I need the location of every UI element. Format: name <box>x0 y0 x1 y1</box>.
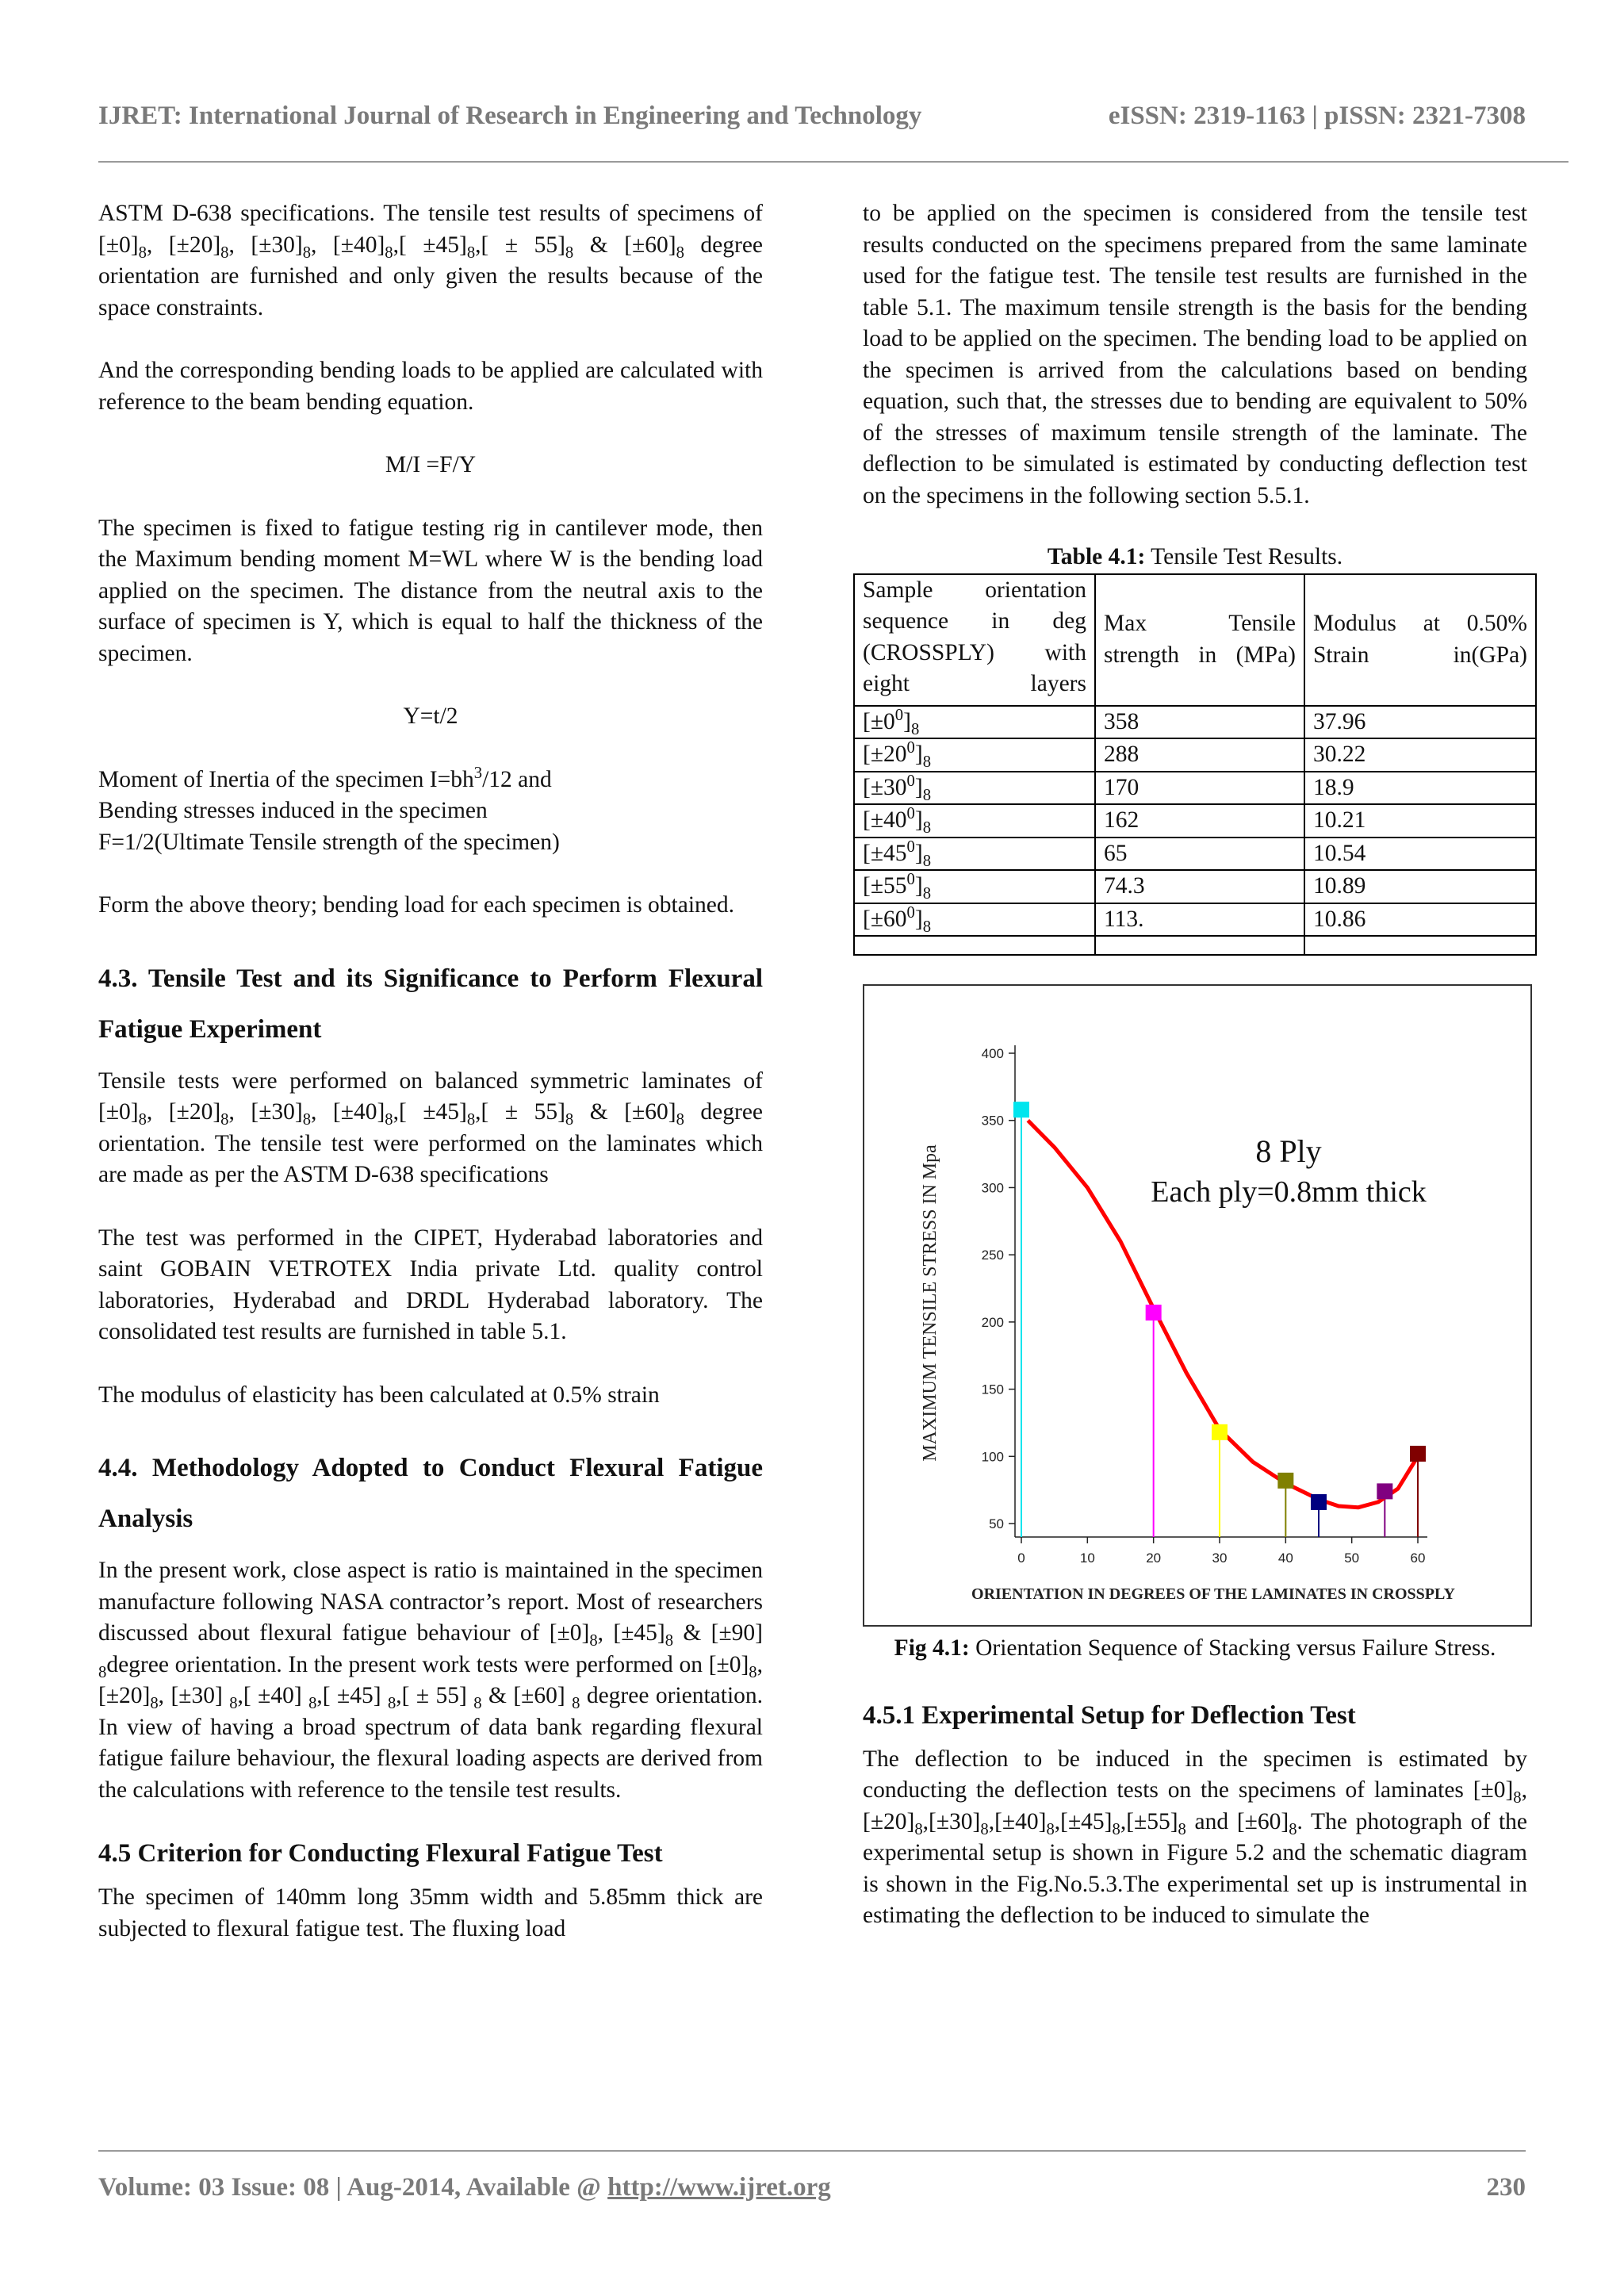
cell-strength: 113. <box>1095 903 1304 937</box>
x-axis-label: ORIENTATION IN DEGREES OF THE LAMINATES IN CROSSPLY <box>971 1585 1455 1603</box>
cell-strength: 162 <box>1095 804 1304 838</box>
paragraph-7: The test was performed in the CIPET, Hyderabad laboratories and saint GOBAIN VETROTEX India private Ltd. quality control laboratories, Hyderabad and DRDL Hyderabad laboratory. The consolidated test results are furnished in table 5.1. <box>98 1225 763 1344</box>
right-column <box>863 198 1527 1964</box>
cell-modulus: 37.96 <box>1304 706 1536 739</box>
cell-modulus: 18.9 <box>1304 772 1536 805</box>
page-header <box>98 95 1526 143</box>
journal-title: IJRET: International Journal of Research in Engineering and Technology <box>98 102 922 130</box>
y-tick-label: 50 <box>989 1516 1004 1532</box>
table-row <box>854 804 1536 838</box>
cell-orientation: $[\pm 20^0]_8$ <box>854 738 1095 772</box>
footer-divider <box>98 2150 1526 2152</box>
y-tick-label: 150 <box>981 1382 1004 1397</box>
paragraph-9: In the present work, close aspect is ratio is maintained in the specimen manufacture following NASA contractor’s report. Most of researchers discussed about flexural fatigue behaviour of $[\pm 0]_8$, $[\pm 45]_8$ & [±90] $_8$degree orientation. In the present work tests were performed on $[\pm 0]_8$, $[\pm 20]_8$, [±30] $_8$,[ ±40] $_8$,[ ±45] $_8$,[ ± 55] $_8$ & [±60] $_8$ degree orientation. In view of having a broad spectrum of data bank regarding flexural fatigue failure behaviour, the flexural loading aspects are derived from the calculations with reference to the tensile test results. <box>98 1558 764 1803</box>
table-row <box>854 838 1536 871</box>
cell-modulus: 10.21 <box>1304 804 1536 838</box>
paragraph-r1: to be applied on the specimen is considered from the tensile test results conducted on the specimens prepared from the same laminate used for the fatigue test. The tensile test results are furnished in the table 5.1. The maximum tensile strength is the basis for the bending load to be applied on the specimen. The bending load to be applied on the specimen is arrived from the calculations based on bending equation, such that, the stresses due to bending are equivalent to 50% of the stresses of maximum tensile strength of the laminate. The deflection to be simulated is estimated by conducting deflection test on the specimens in the following section 5.5.1. <box>863 201 1527 508</box>
cell-modulus: 10.89 <box>1304 870 1536 903</box>
section-heading-4-4: 4.4. Methodology Adopted to Conduct Flexural Fatigue Analysis <box>98 1454 763 1533</box>
tensile-results-table <box>853 573 1537 956</box>
y-tick-label: 300 <box>981 1180 1004 1196</box>
x-tick-label: 40 <box>1277 1550 1293 1566</box>
table-header-orientation: Sample orientation sequence in deg (CROSSPLY) with eight layers <box>854 574 1095 706</box>
paragraph-10: The specimen of 140mm long 35mm width and 5.85mm thick are subjected to flexural fatigue test. The fluxing load <box>98 1884 763 1941</box>
data-point <box>1377 1483 1392 1499</box>
y-tick-label: 100 <box>981 1449 1004 1465</box>
y-tick-label: 350 <box>981 1113 1004 1129</box>
cell-orientation: $[\pm 45^0]_8$ <box>854 838 1095 871</box>
cell-empty <box>854 936 1095 955</box>
header-divider <box>98 161 1568 163</box>
cell-orientation: $[\pm 30^0]_8$ <box>854 772 1095 805</box>
y-tick-label: 200 <box>981 1314 1004 1330</box>
x-tick-label: 0 <box>1017 1550 1025 1566</box>
cell-modulus: 30.22 <box>1304 738 1536 772</box>
cell-strength: 170 <box>1095 772 1304 805</box>
cell-orientation: $[\pm 0^0]_8$ <box>854 706 1095 739</box>
x-tick-label: 60 <box>1410 1550 1426 1566</box>
figure-caption: Fig 4.1: Orientation Sequence of Stacking versus Failure Stress. <box>894 1635 1496 1661</box>
volume-info: Volume: 03 Issue: 08 | Aug-2014, Available @ <box>98 2173 608 2202</box>
paragraph-4: Moment of Inertia of the specimen $I=bh^3/12$ and Bending stresses induced in the specimen F=1/2(Ultimate Tensile strength of the specimen) <box>98 764 560 855</box>
cell-modulus: 10.86 <box>1304 903 1536 937</box>
section-heading-4-3: 4.3. Tensile Test and its Significance to Perform Flexural Fatigue Experiment <box>98 964 763 1044</box>
issn: eISSN: 2319-1163 | pISSN: 2321-7308 <box>1108 102 1526 130</box>
x-tick-label: 10 <box>1079 1550 1095 1566</box>
cell-empty <box>1304 936 1536 955</box>
cell-strength: 358 <box>1095 706 1304 739</box>
y-axis-label: MAXIMUM TENSILE STRESS IN Mpa <box>920 1144 940 1462</box>
table-header-strength: Max Tensile strength in (MPa) <box>1095 574 1304 706</box>
data-point <box>1277 1473 1293 1489</box>
cell-modulus: 10.54 <box>1304 838 1536 871</box>
cell-strength: 288 <box>1095 738 1304 772</box>
paragraph-6: Tensile tests were performed on balanced symmetric laminates of $[\pm 0]_8$, $[\pm 20]_8$, $[\pm 30]_8$, $[\pm 40]_8,[ \pm 45]_8,[ \pm 55]_8$ & $[\pm 60]_8$ degree orientation. The tensile test were performed on the laminates which are made as per the ASTM D-638 specifications <box>98 1068 764 1187</box>
section-heading-4-5: 4.5 Criterion for Conducting Flexural Fatigue Test <box>98 1839 663 1868</box>
y-tick-label: 250 <box>981 1248 1004 1263</box>
stress-orientation-chart <box>864 986 1530 1625</box>
section-heading-4-5-1: 4.5.1 Experimental Setup for Deflection Test <box>863 1700 1356 1730</box>
data-point <box>1410 1446 1426 1462</box>
equation-1: M/I =F/Y <box>385 452 477 477</box>
cell-orientation: $[\pm 55^0]_8$ <box>854 870 1095 903</box>
table-row <box>854 738 1536 772</box>
page-number: 230 <box>1486 2173 1526 2202</box>
journal-link[interactable]: http://www.ijret.org <box>607 2173 831 2202</box>
paragraph-3: The specimen is fixed to fatigue testing rig in cantilever mode, then the Maximum bending moment M=WL where W is the bending load applied on the specimen. The distance from the neutral axis to the surface of specimen is Y, which is equal to half the thickness of the specimen. <box>98 515 763 666</box>
cell-strength: 65 <box>1095 838 1304 871</box>
paragraph-r2: The deflection to be induced in the specimen is estimated by conducting the deflection tests on the specimens of laminates $[\pm 0]_8,[\pm 20]_8,[\pm 30]_8,[\pm 40]_8,[\pm 45]_8,[\pm 55]_8$ and $[\pm 60]_8$. The photograph of the experimental setup is shown in Figure 5.2 and the schematic diagram is shown in the Fig.No.5.3.The experimental set up is instrumental in estimating the deflection to be induced to simulate the <box>863 1746 1527 1928</box>
x-tick-label: 20 <box>1146 1550 1162 1566</box>
page-footer <box>98 2173 1526 2202</box>
paragraph-5: Form the above theory; bending load for each specimen is obtained. <box>98 892 735 918</box>
table-row-spacer <box>854 936 1536 955</box>
annotation-thickness: Each ply=0.8mm thick <box>1151 1175 1427 1209</box>
table-header-modulus: Modulus at 0.50% Strain in(GPa) <box>1304 574 1536 706</box>
x-tick-label: 30 <box>1212 1550 1228 1566</box>
data-point <box>1013 1102 1029 1117</box>
y-tick-label: 400 <box>981 1046 1004 1061</box>
data-point <box>1212 1424 1228 1440</box>
data-point <box>1311 1494 1327 1510</box>
paragraph-1: ASTM D-638 specifications. The tensile test results of specimens of $[\pm 0]_8$, $[\pm 20]_8$, $[\pm 30]_8$, $[\pm 40]_8,[ \pm 45]_8,[ \pm 55]_8$ & $[\pm 60]_8$ degree orientation are furnished and only given the results because of the space constraints. <box>98 201 764 320</box>
x-tick-label: 50 <box>1344 1550 1360 1566</box>
equation-2: Y=t/2 <box>403 703 458 729</box>
annotation-ply: 8 Ply <box>1255 1133 1322 1169</box>
table-caption: Table 4.1: Tensile Test Results. <box>1047 544 1343 569</box>
paragraph-2: And the corresponding bending loads to be applied are calculated with reference to the beam bending equation. <box>98 358 763 415</box>
cell-strength: 74.3 <box>1095 870 1304 903</box>
left-column <box>98 198 763 1976</box>
table-row <box>854 706 1536 739</box>
table-row <box>854 870 1536 903</box>
cell-empty <box>1095 936 1304 955</box>
paragraph-8: The modulus of elasticity has been calculated at 0.5% strain <box>98 1382 660 1408</box>
table-row <box>854 903 1536 937</box>
figure-box <box>863 984 1532 1627</box>
data-point <box>1146 1305 1162 1320</box>
table-row <box>854 772 1536 805</box>
cell-orientation: $[\pm 40^0]_8$ <box>854 804 1095 838</box>
cell-orientation: $[\pm 60^0]_8$ <box>854 903 1095 937</box>
